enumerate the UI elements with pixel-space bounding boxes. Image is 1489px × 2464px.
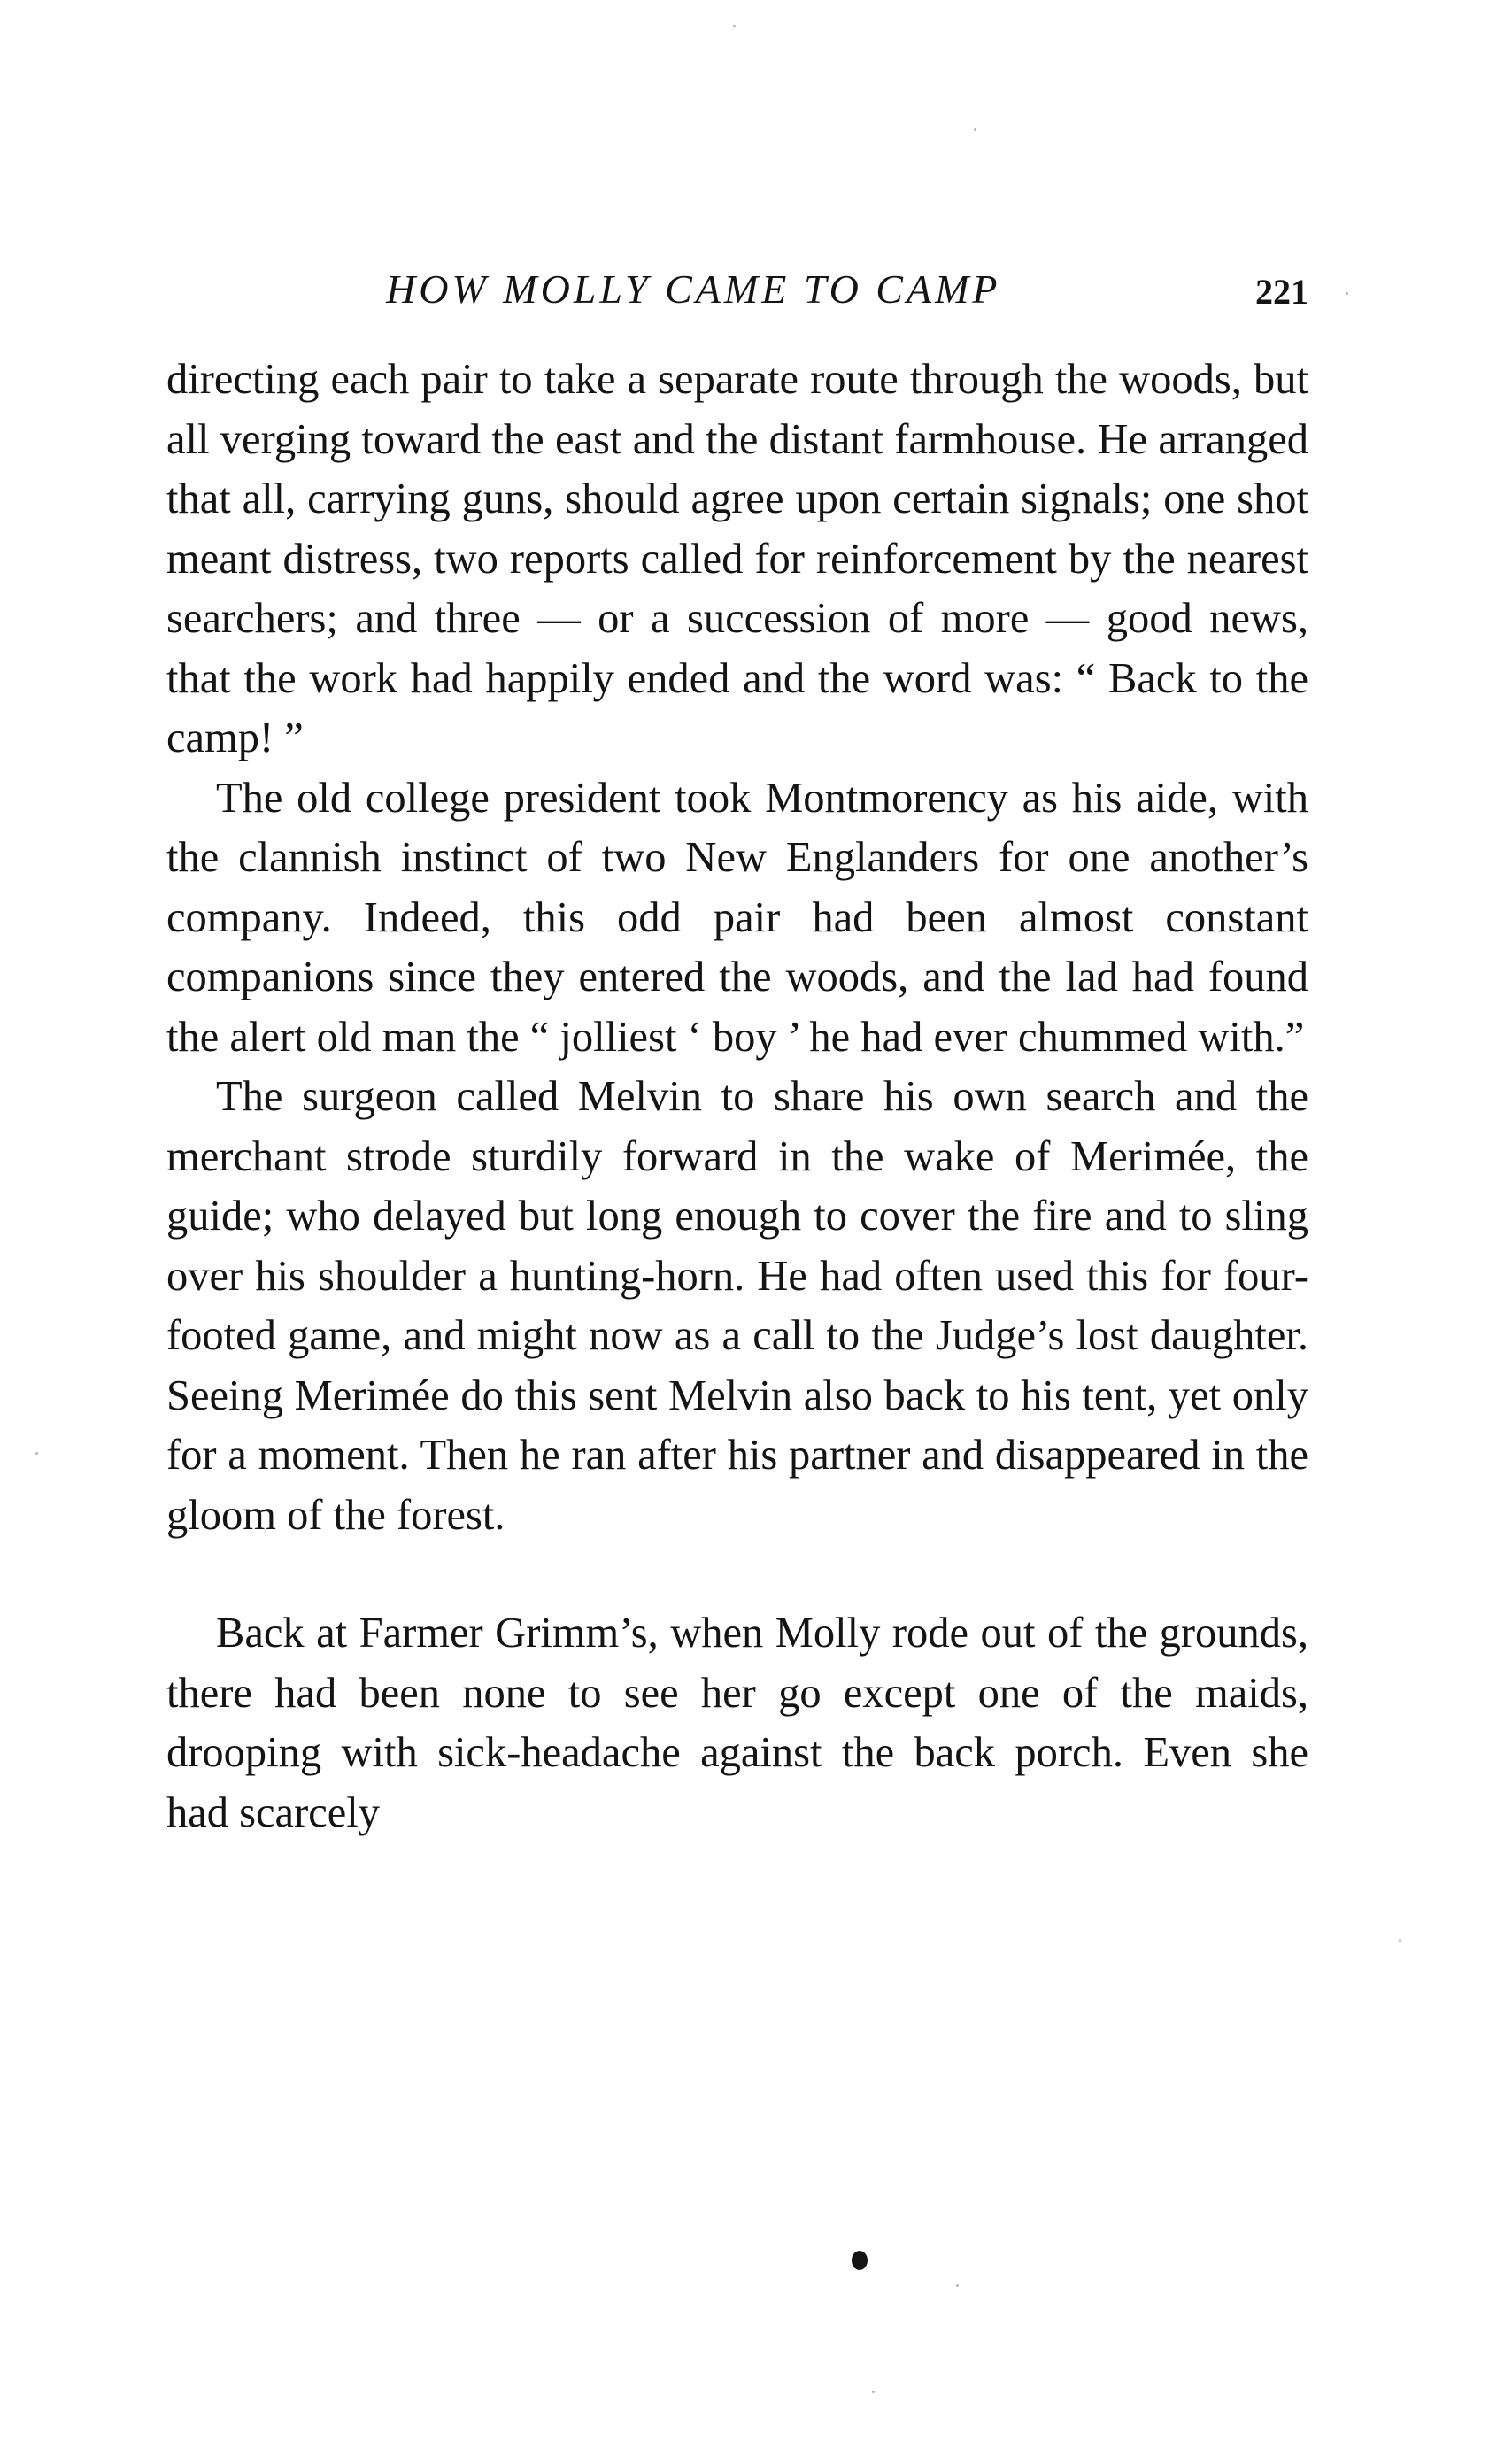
paper-speck	[35, 1452, 38, 1455]
signature-mark	[852, 2251, 868, 2270]
running-title: HOW MOLLY CAME TO CAMP	[386, 266, 1001, 312]
page-number: 221	[1255, 272, 1308, 312]
paper-speck	[956, 2284, 959, 2287]
paragraph-surgeon: The surgeon called Melvin to share his own search and the merchant strode sturdily forward in the wake of Merimée, the guide; who delayed but long enough to cover the fire and to sling over his shoulder a hunting-horn. He had often used this for four-footed game, and might now as a call to the Judge’s lost daughter. Seeing Merimée do this sent Melvin also back to his tent, yet only for a moment. Then he ran after his partner and disappeared in the gloom of the forest.	[166, 1073, 1308, 1539]
paper-speck	[872, 2391, 875, 2393]
paragraph-farmer-grimm: Back at Farmer Grimm’s, when Molly rode out of the grounds, there had been none to see her go except one of the maids, drooping with sick-headache against the back porch. Even she had scarcely	[166, 1610, 1308, 1836]
paragraph-continued: directing each pair to take a separate route through the woods, but all verging toward the east and the distant farmhouse. He arranged that all, carrying guns, should agree upon certain signals; one shot meant distress, two reports called for reinforcement by the nearest searchers; and three — or a succession of more — good news, that the work had happily ended and the word was: “ Back to the camp! ”	[166, 356, 1308, 761]
paragraph-college-president: The old college president took Montmorency as his aide, with the clannish instinct of two New Englanders for one another’s company. Indeed, this odd pair had been almost constant companions since they entered the woods, and the lad had found the alert old man the “ jolliest ‘ boy ’ he had ever chummed with.”	[166, 774, 1308, 1061]
paper-speck	[1346, 292, 1348, 295]
paper-speck	[1399, 1939, 1401, 1942]
paper-speck	[733, 25, 736, 27]
paper-speck	[974, 128, 976, 131]
body-text	[166, 350, 1308, 1842]
running-head	[166, 266, 1308, 319]
